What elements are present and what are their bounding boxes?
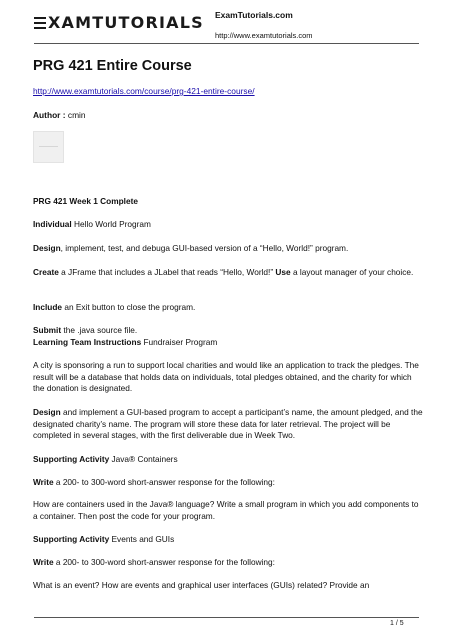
paragraph-events-question: What is an event? How are events and graphical user interfaces (GUIs) related? Provide an [33,580,370,590]
paragraph-write-1: Write a 200- to 300-word short-answer response for the following: [33,477,275,487]
paragraph-city: A city is sponsoring a run to support local charities and would like an application to track the pledges. The result will be a database that holds data on individuals, total pledges obtained, and the charity for which the donation is designated. [33,360,419,393]
header-site-name: ExamTutorials.com [215,10,293,20]
paragraph-create: Create a JFrame that includes a JLabel that reads “Hello, World!” Use a layout manager of your choice. [33,267,414,277]
footer-divider [34,617,419,618]
paragraph-design: Design, implement, test, and debuga GUI-based version of a “Hello, World!” program. [33,243,349,253]
author-line [33,110,86,120]
paragraph-submit: Submit the .java source file. [33,325,138,335]
paragraph-supporting-containers: Supporting Activity Java® Containers [33,454,178,464]
course-link[interactable]: http://www.examtutorials.com/course/prg-421-entire-course/ [33,86,255,96]
paragraph-individual: Individual Hello World Program [33,219,151,229]
author-name: cmin [67,110,86,120]
paragraph-include: Include an Exit button to close the program. [33,302,196,312]
examtutorials-logo[interactable] [34,15,204,31]
week-heading: PRG 421 Week 1 Complete [33,196,138,206]
page-number: 1 / 5 [390,620,404,627]
logo-text: XAMTUTORIALS [48,13,204,32]
logo-e-icon [34,17,46,29]
paragraph-learning-team: Learning Team Instructions Fundraiser Program [33,337,218,347]
paragraph-write-2: Write a 200- to 300-word short-answer response for the following: [33,557,275,567]
paragraph-containers-question: How are containers used in the Java® language? Write a small program in which you add components to a container. Then post the code for your program. [33,499,419,521]
paragraph-design-program: Design and implement a GUI-based program to accept a participant’s name, the amount pledged, and the designated charity’s name. The program will store these data for later retrieval. The project will be completed in several stages, with the first deliverable due in Week Two. [33,407,423,440]
header-divider [34,43,419,44]
author-label: Author : [33,110,66,120]
thumbnail-image [33,131,64,163]
header-site-url: http://www.examtutorials.com [215,31,313,40]
page-title: PRG 421 Entire Course [33,58,192,74]
paragraph-supporting-events: Supporting Activity Events and GUIs [33,534,175,544]
